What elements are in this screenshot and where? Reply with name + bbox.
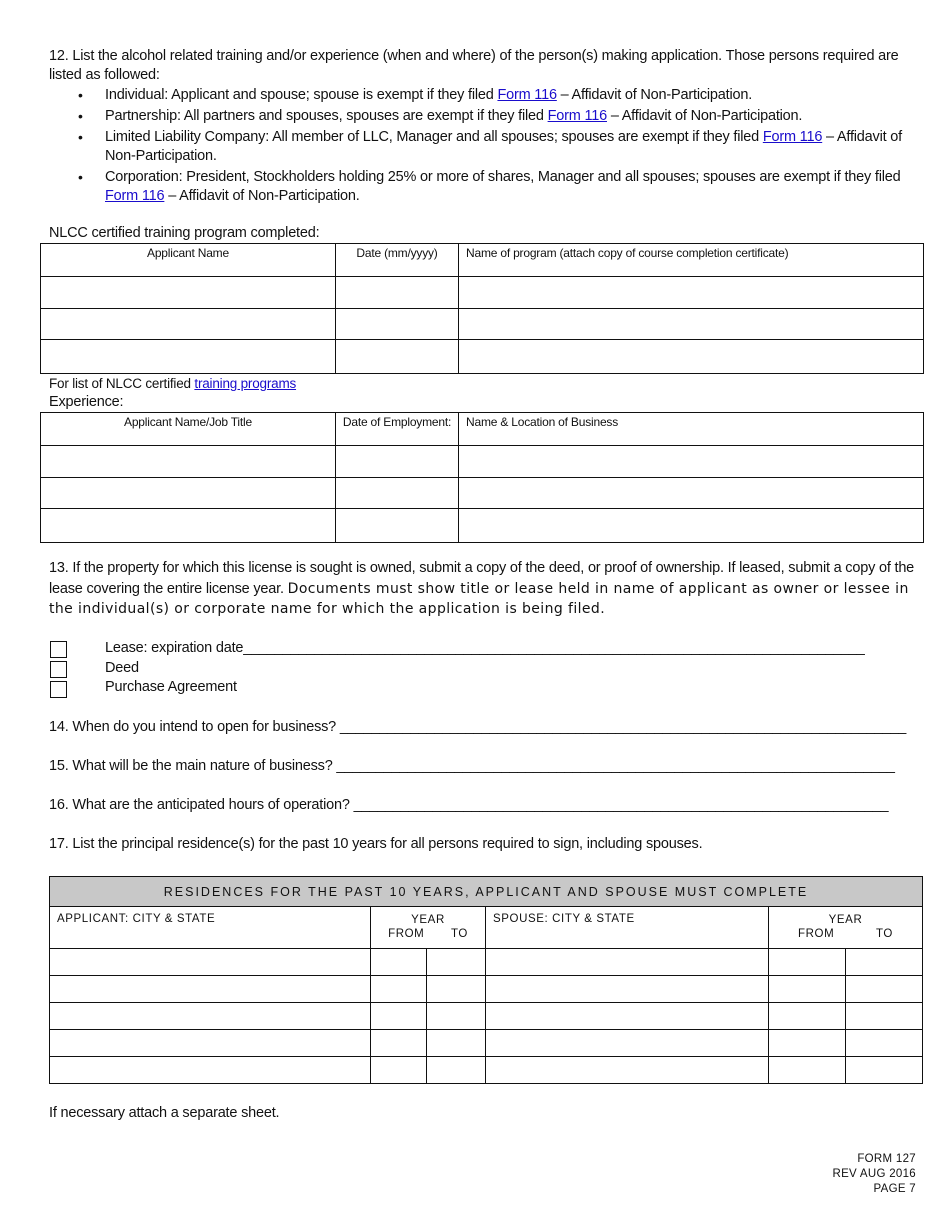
experience-cell[interactable] (459, 446, 924, 478)
experience-cell[interactable] (41, 446, 336, 478)
col-applicant-name: Applicant Name (41, 244, 336, 277)
eligibility-list (78, 86, 918, 208)
form-number: FORM 127 (857, 1153, 916, 1165)
training-cell[interactable] (336, 309, 459, 340)
q15-business-nature[interactable]: 15. What will be the main nature of business? _______________________________________________________________________ (49, 758, 895, 774)
lease-option: Lease: expiration date_______________________________________________________________________________ (105, 640, 865, 656)
training-label: NLCC certified training program completed: (49, 225, 320, 241)
bullet-corporation: • Corporation: President, Stockholders holding 25% or more of shares, Manager and all spouses; spouses are exempt if they filed Form 116 – Affidavit of Non-Participation. (78, 168, 918, 206)
form-116-link[interactable]: Form 116 (105, 188, 165, 204)
q16-hours[interactable]: 16. What are the anticipated hours of operation? ____________________________________________________________________ (49, 797, 889, 813)
training-cell[interactable] (459, 340, 924, 374)
bullet-llc: • Limited Liability Company: All member of LLC, Manager and all spouses; spouses are exempt if they filed Form 116 – Affidavit of Non-Participation. (78, 128, 918, 166)
training-cell[interactable] (41, 277, 336, 309)
training-cell[interactable] (336, 340, 459, 374)
col-business: Name & Location of Business (459, 413, 924, 446)
training-cell[interactable] (459, 277, 924, 309)
q17-text: 17. List the principal residence(s) for the past 10 years for all persons required to sign, including spouses. (49, 836, 703, 852)
experience-cell[interactable] (336, 478, 459, 509)
revision: REV AUG 2016 (832, 1168, 916, 1180)
residence-row (50, 1057, 923, 1084)
bullet-partnership: • Partnership: All partners and spouses, spouses are exempt if they filed Form 116 – Affidavit of Non-Participation. (78, 107, 918, 126)
experience-cell[interactable] (459, 509, 924, 543)
residence-row (50, 1030, 923, 1057)
col-program-name: Name of program (attach copy of course completion certificate) (459, 244, 924, 277)
experience-cell[interactable] (459, 478, 924, 509)
form-116-link[interactable]: Form 116 (547, 108, 607, 124)
page-number: PAGE 7 (873, 1183, 916, 1195)
q13-text: 13. If the property for which this license is sought is owned, submit a copy of the deed, or proof of ownership. If leased, submit a copy of the lease covering the entire license year. Documents must show title or lease held in name of applicant as owner or lessee in the individual(s) or corporate name for which the application is being filed. (49, 560, 915, 617)
training-note: For list of NLCC certified training programs (49, 376, 297, 391)
purchase-agreement-option: Purchase Agreement (105, 679, 237, 695)
purchase-agreement-checkbox[interactable] (50, 681, 67, 698)
training-cell[interactable] (459, 309, 924, 340)
experience-cell[interactable] (336, 509, 459, 543)
training-table (40, 243, 924, 374)
bullet-individual: • Individual: Applicant and spouse; spouse is exempt if they filed Form 116 – Affidavit of Non-Participation. (78, 86, 918, 105)
form-116-link[interactable]: Form 116 (497, 87, 557, 103)
applicant-city-header: APPLICANT: CITY & STATE (50, 907, 371, 949)
form-116-link[interactable]: Form 116 (762, 129, 823, 145)
form-footer (832, 1152, 916, 1197)
residence-row (50, 1003, 923, 1030)
deed-option: Deed (105, 660, 139, 676)
experience-table (40, 412, 924, 543)
training-programs-link[interactable]: training programs (194, 376, 297, 391)
experience-label: Experience: (49, 394, 124, 410)
training-cell[interactable] (41, 340, 336, 374)
deed-checkbox[interactable] (50, 661, 67, 678)
col-date: Date (mm/yyyy) (336, 244, 459, 277)
experience-cell[interactable] (41, 478, 336, 509)
residence-row (50, 976, 923, 1003)
lease-checkbox[interactable] (50, 641, 67, 658)
col-date-employment: Date of Employment: (336, 413, 459, 446)
experience-cell[interactable] (336, 446, 459, 478)
residence-row (50, 949, 923, 976)
col-applicant-job: Applicant Name/Job Title (41, 413, 336, 446)
spouse-year-header: YEAR FROM TO (769, 907, 923, 949)
residences-table (49, 876, 923, 1084)
training-cell[interactable] (336, 277, 459, 309)
q14-open-date[interactable]: 14. When do you intend to open for business? ________________________________________________________________________ (49, 719, 907, 735)
q12-intro: 12. List the alcohol related training and/or experience (when and where) of the person(s) making application. Those persons required are listed as followed: (49, 48, 899, 83)
applicant-year-header: YEAR FROM TO (371, 907, 486, 949)
attach-note: If necessary attach a separate sheet. (49, 1105, 280, 1121)
training-cell[interactable] (41, 309, 336, 340)
experience-cell[interactable] (41, 509, 336, 543)
spouse-city-header: SPOUSE: CITY & STATE (486, 907, 769, 949)
residences-banner: RESIDENCES FOR THE PAST 10 YEARS, APPLICANT AND SPOUSE MUST COMPLETE (50, 877, 923, 907)
